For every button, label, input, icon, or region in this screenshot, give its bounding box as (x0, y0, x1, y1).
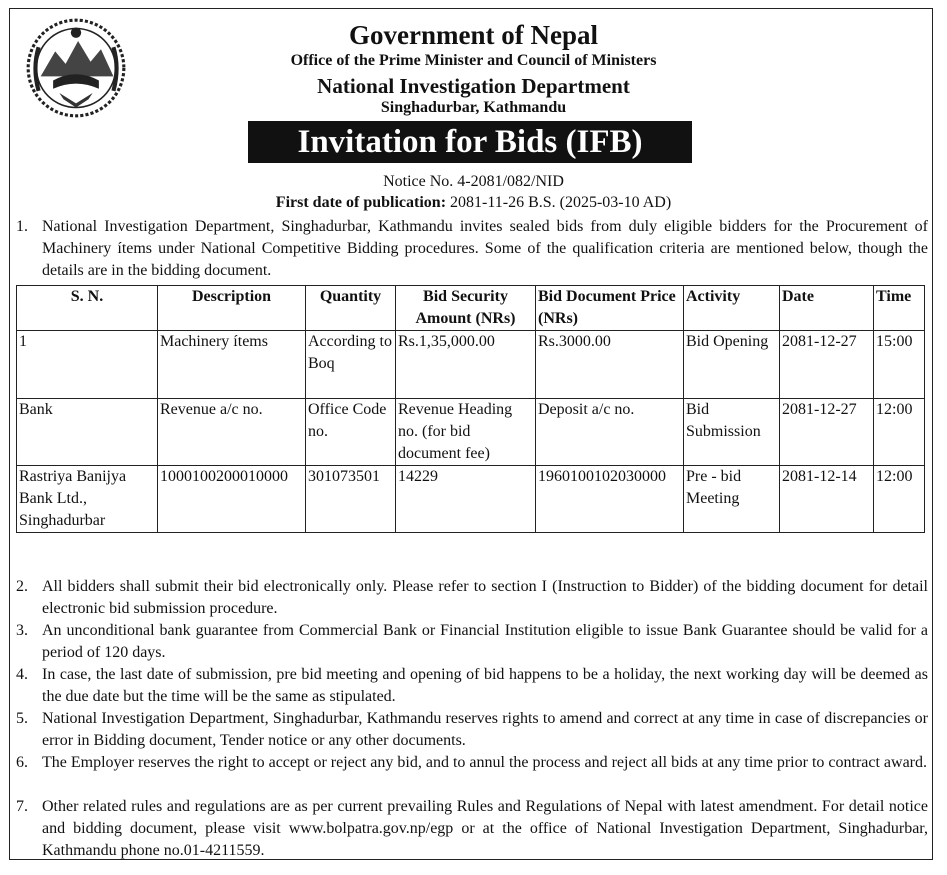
item-text: National Investigation Department, Singhadurbar, Kathmandu reserves rights to amend and correct at any time in case of discrepancies or error in Bidding document, Tender notice or any other documents. (42, 710, 928, 749)
item-number: 5. (16, 710, 28, 727)
table-cell: 301073501 (306, 466, 396, 533)
item-number: 7. (16, 798, 28, 815)
column-header: Date (780, 286, 874, 331)
item-number: 6. (16, 754, 28, 771)
item-text: The Employer reserves the right to accept or reject any bid, and to annul the process and reject all bids at any time prior to contract award. (42, 754, 927, 771)
table-cell: Revenue Heading no. (for bid document fee) (396, 399, 536, 466)
table-row (17, 466, 925, 533)
publication-date (0, 194, 947, 212)
item-text: All bidders shall submit their bid electronically only. Please refer to section I (Instruction to Bidder) of the bidding document for detail electronic bid submission procedure. (42, 578, 928, 617)
table-cell: Rs.1,35,000.00 (396, 331, 536, 399)
location-subtitle: Singhadurbar, Kathmandu (380, 99, 567, 116)
column-header: S. N. (17, 286, 158, 331)
table-cell: Bid Submission (684, 399, 780, 466)
column-header: Description (158, 286, 306, 331)
table-cell: Office Code no. (306, 399, 396, 466)
list-item (16, 752, 928, 774)
column-header: Bid Document Price (NRs) (536, 286, 684, 331)
column-header: Quantity (306, 286, 396, 331)
table-row (17, 399, 925, 466)
list-item (16, 664, 928, 708)
list-item (16, 796, 928, 862)
bids-table (16, 285, 925, 533)
department-title: National Investigation Department (317, 74, 630, 98)
list-item (16, 576, 928, 620)
item-number: 2. (16, 578, 28, 595)
table-cell: Rastriya Banijya Bank Ltd., Singhadurbar (17, 466, 158, 533)
column-header: Time (874, 286, 925, 331)
item-text: National Investigation Department, Singhadurbar, Kathmandu invites sealed bids from duly eligible bidders for the Procurement of Machinery ítems under National Competitive Bidding procedures. Some of the qualification criteria are mentioned below, though the details are in the bidding document. (42, 218, 928, 279)
table-cell: 1960100102030000 (536, 466, 684, 533)
table-cell: 15:00 (874, 331, 925, 399)
table-cell: Rs.3000.00 (536, 331, 684, 399)
publication-value: 2081-11-26 B.S. (2025-03-10 AD) (446, 194, 672, 211)
list-item (16, 216, 928, 282)
office-subtitle: Office of the Prime Minister and Council of Ministers (290, 52, 657, 69)
table-cell: Machinery ítems (158, 331, 306, 399)
item-text: An unconditional bank guarantee from Commercial Bank or Financial Institution eligible to issue Bank Guarantee should be valid for a period of 120 days. (42, 622, 928, 661)
table-cell: 12:00 (874, 466, 925, 533)
item-number: 1. (16, 218, 28, 235)
item-text: Other related rules and regulations are as per current prevailing Rules and Regulations of Nepal with latest amendment. For detail notice and bidding document, please visit www.bolpatra.gov.np/egp or at the office of National Investigation Department, Singhadurbar, Kathmandu phone no.01-4211559. (42, 798, 928, 859)
table-row (17, 331, 925, 399)
table-cell: 1000100200010000 (158, 466, 306, 533)
government-title: Government of Nepal (349, 20, 598, 50)
table-cell: Pre - bid Meeting (684, 466, 780, 533)
table-cell: 2081-12-27 (780, 331, 874, 399)
notice-number: Notice No. 4-2081/082/NID (383, 173, 564, 190)
item-number: 3. (16, 622, 28, 639)
table-cell: 12:00 (874, 399, 925, 466)
list-item (16, 620, 928, 664)
table-cell: 2081-12-27 (780, 399, 874, 466)
column-header: Activity (684, 286, 780, 331)
item-number: 4. (16, 666, 28, 683)
table-cell: 2081-12-14 (780, 466, 874, 533)
column-header: Bid Security Amount (NRs) (396, 286, 536, 331)
table-cell: 14229 (396, 466, 536, 533)
item-text: In case, the last date of submission, pre bid meeting and opening of bid happens to be a holiday, the next working day will be deemed as the due date but the time will be the same as stipulated. (42, 666, 928, 705)
table-cell: Bid Opening (684, 331, 780, 399)
list-item (16, 708, 928, 752)
ifb-banner: Invitation for Bids (IFB) (248, 121, 692, 163)
table-cell: 1 (17, 331, 158, 399)
table-cell: Bank (17, 399, 158, 466)
table-header-row (17, 286, 925, 331)
table-cell: Revenue a/c no. (158, 399, 306, 466)
table-cell: According to Boq (306, 331, 396, 399)
publication-label: First date of publication: (275, 194, 447, 211)
table-cell: Deposit a/c no. (536, 399, 684, 466)
